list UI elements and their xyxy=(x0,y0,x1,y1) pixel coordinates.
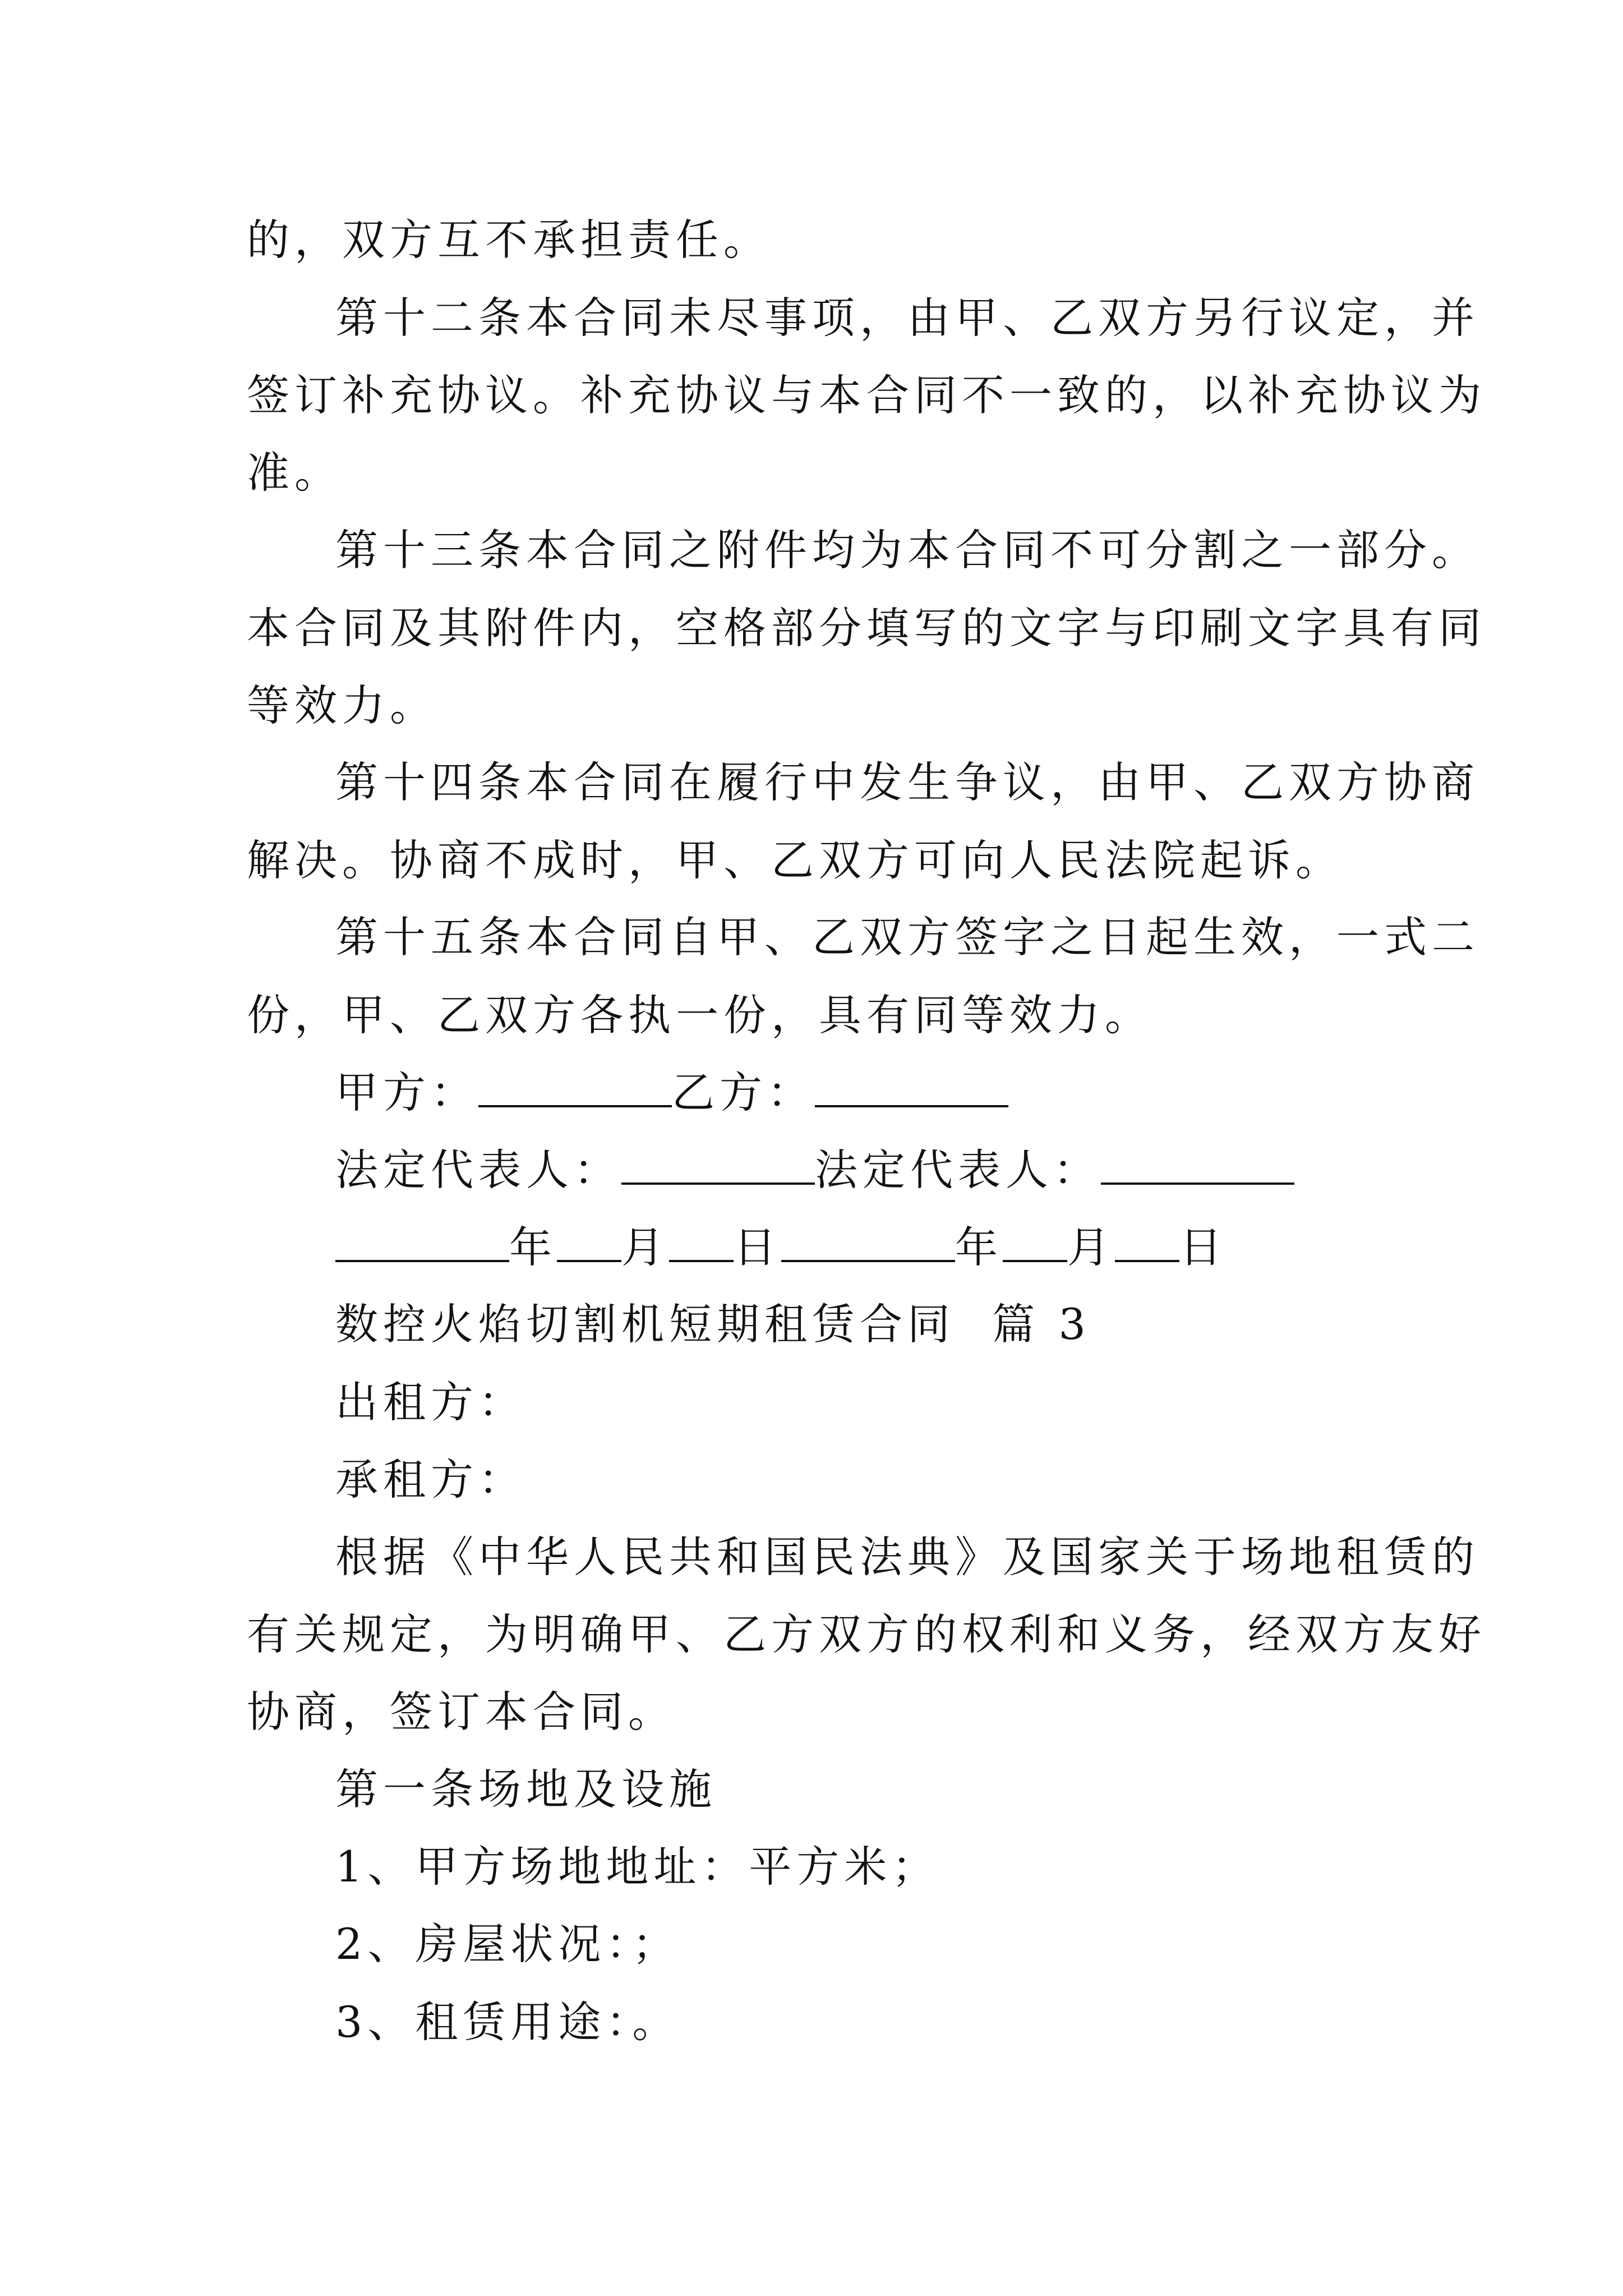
article-heading: 第一条场地及设施 xyxy=(335,1764,717,1814)
lessor-label: 出租方： xyxy=(335,1377,526,1427)
preamble-line: 有关规定，为明确甲、乙方双方的权利和义务，经双方友好 xyxy=(247,1609,1486,1659)
month-label: 月 xyxy=(1067,1222,1115,1272)
year-label: 年 xyxy=(509,1222,557,1272)
day-b-blank[interactable] xyxy=(1115,1220,1179,1262)
text-line: 份，甲、乙双方各执一份，具有同等效力。 xyxy=(247,990,1152,1040)
year-b-blank[interactable] xyxy=(781,1220,955,1262)
text-line: 签订补充协议。补充协议与本合同不一致的，以补充协议为 xyxy=(247,370,1486,420)
year-label: 年 xyxy=(955,1222,1003,1272)
rep-a-blank[interactable] xyxy=(621,1142,815,1185)
preamble-line: 协商，签订本合同。 xyxy=(247,1687,676,1737)
text-line: 等效力。 xyxy=(247,680,437,730)
year-a-blank[interactable] xyxy=(335,1220,509,1262)
month-label: 月 xyxy=(621,1222,669,1272)
month-b-blank[interactable] xyxy=(1003,1220,1067,1262)
rep-b-blank[interactable] xyxy=(1101,1142,1294,1185)
month-a-blank[interactable] xyxy=(557,1220,621,1262)
day-a-blank[interactable] xyxy=(669,1220,734,1262)
text-line: 的，双方互不承担责任。 xyxy=(247,215,771,265)
text-line: 本合同及其附件内，空格部分填写的文字与印刷文字具有同 xyxy=(247,603,1486,653)
party-a-label: 甲方： xyxy=(335,1068,478,1117)
signature-date-line xyxy=(335,1220,1227,1276)
day-label: 日 xyxy=(734,1222,781,1272)
section-title: 数控火焰切割机短期租赁合同 篇 3 xyxy=(335,1299,1091,1349)
list-item: 1、甲方场地地址：平方米； xyxy=(335,1842,940,1892)
list-item: 3、租赁用途：。 xyxy=(335,1997,680,2047)
signature-party-line xyxy=(335,1065,1008,1121)
text-line: 第十四条本合同在履行中发生争议，由甲、乙双方协商 xyxy=(335,757,1479,807)
party-a-blank[interactable] xyxy=(478,1065,672,1107)
party-b-blank[interactable] xyxy=(815,1065,1008,1107)
text-line: 第十二条本合同未尽事项，由甲、乙双方另行议定，并 xyxy=(335,293,1479,343)
day-label: 日 xyxy=(1179,1222,1227,1272)
lessee-label: 承租方： xyxy=(335,1455,526,1504)
list-item: 2、房屋状况：； xyxy=(335,1919,680,1969)
rep-a-label: 法定代表人： xyxy=(335,1145,621,1195)
text-line: 第十五条本合同自甲、乙双方签字之日起生效，一式二 xyxy=(335,912,1479,962)
signature-rep-line xyxy=(335,1142,1294,1198)
text-line: 解决。协商不成时，甲、乙双方可向人民法院起诉。 xyxy=(247,835,1343,885)
preamble-line: 根据《中华人民共和国民法典》及国家关于场地租赁的 xyxy=(335,1532,1479,1582)
text-line: 第十三条本合同之附件均为本合同不可分割之一部分。 xyxy=(335,525,1479,575)
party-b-label: 乙方： xyxy=(672,1068,815,1117)
text-line: 准。 xyxy=(247,448,342,498)
rep-b-label: 法定代表人： xyxy=(815,1145,1101,1195)
